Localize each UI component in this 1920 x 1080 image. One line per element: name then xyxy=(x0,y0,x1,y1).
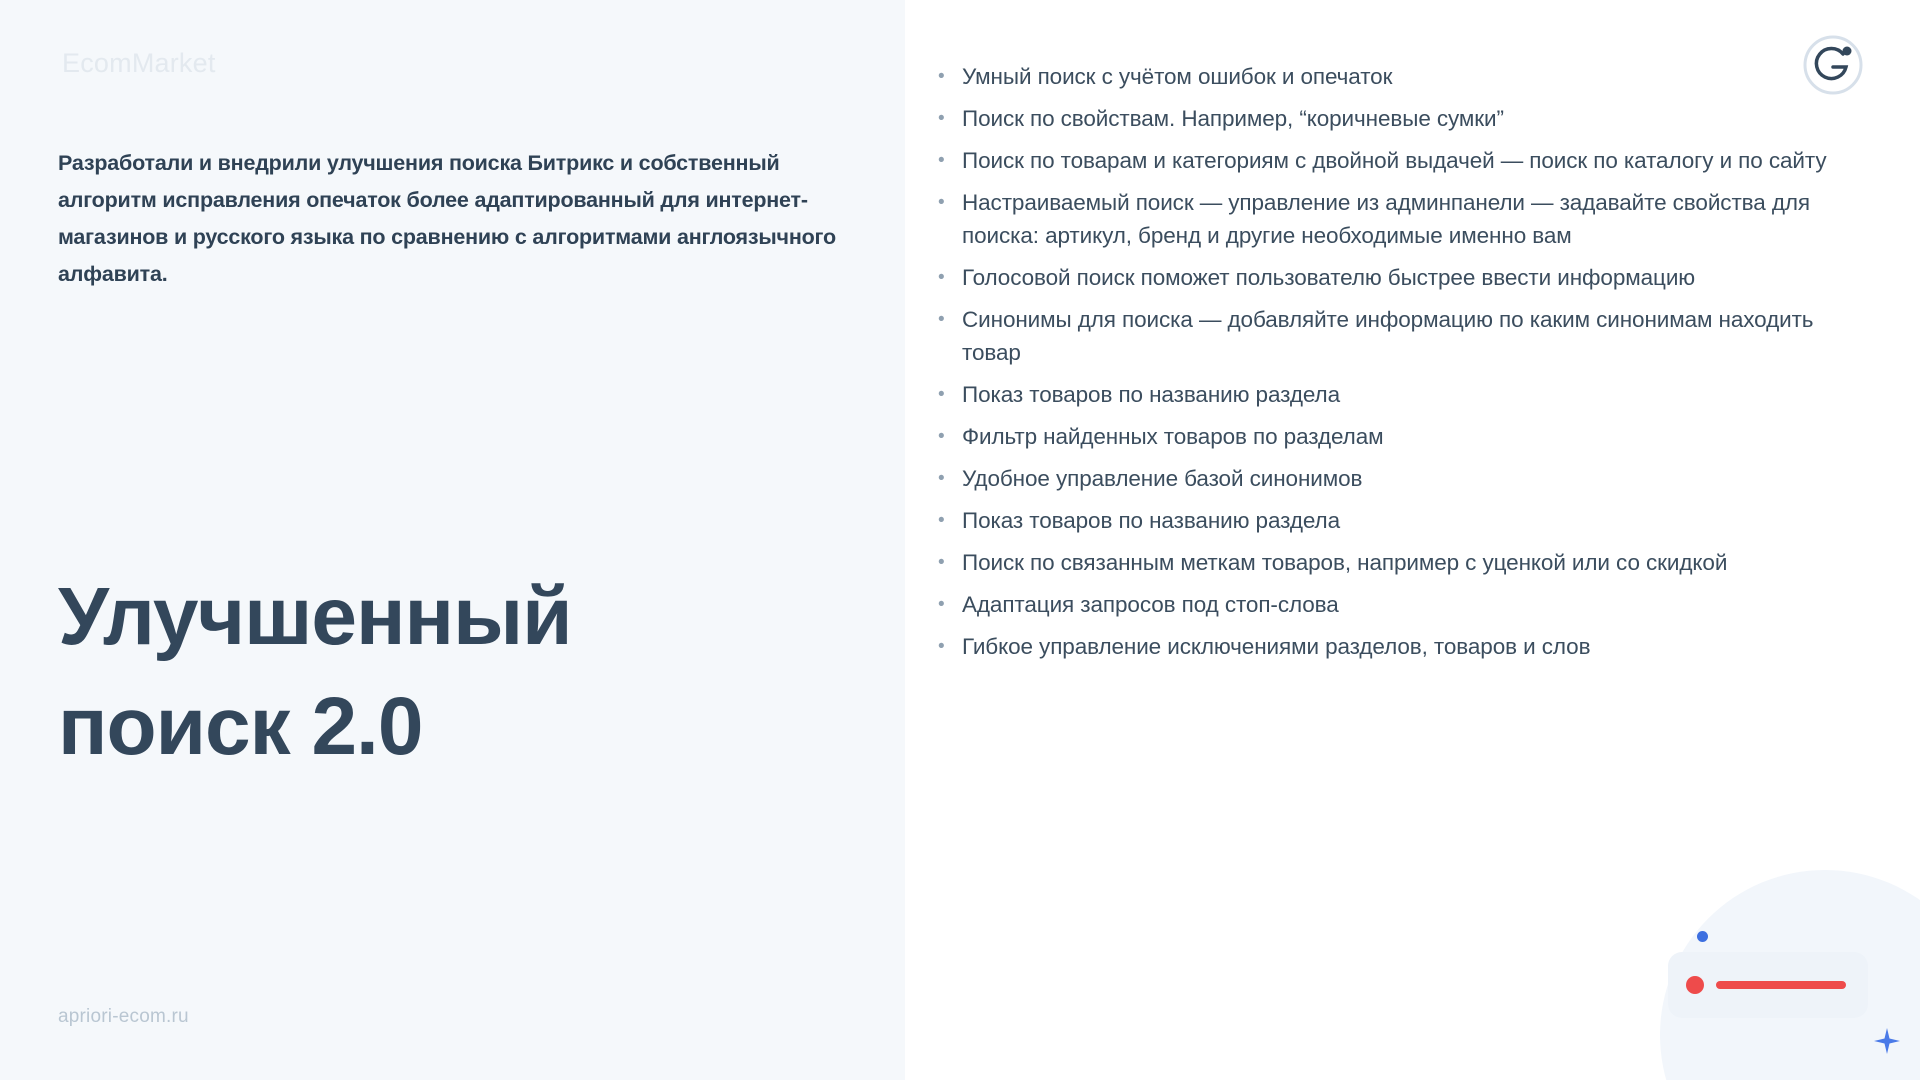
list-item: • Синонимы для поиска — добавляйте информацию по каким синонимам находить товар xyxy=(930,303,1860,369)
list-item: • Голосовой поиск поможет пользователю быстрее ввести информацию xyxy=(930,261,1860,294)
headline-line-2: поиск 2.0 xyxy=(58,681,423,772)
page-title xyxy=(58,562,858,782)
list-item: • Поиск по свойствам. Например, “коричневые сумки” xyxy=(930,102,1860,135)
list-item: • Умный поиск с учётом ошибок и опечаток xyxy=(930,60,1860,93)
decorative-dot-icon xyxy=(1697,931,1708,942)
right-panel xyxy=(905,0,1920,1080)
decorative-search-card xyxy=(1668,952,1868,1018)
list-item: • Поиск по товарам и категориям с двойной выдачей — поиск по каталогу и по сайту xyxy=(930,144,1860,177)
list-item: • Показ товаров по названию раздела xyxy=(930,378,1860,411)
sparkle-icon xyxy=(1872,1026,1902,1056)
list-item: • Фильтр найденных товаров по разделам xyxy=(930,420,1860,453)
list-item: • Гибкое управление исключениями разделов, товаров и слов xyxy=(930,630,1860,663)
record-dot-icon xyxy=(1686,976,1704,994)
list-item: • Удобное управление базой синонимов xyxy=(930,462,1860,495)
left-panel xyxy=(0,0,905,1080)
features-list xyxy=(930,60,1860,672)
brand-logo: EcomMarket xyxy=(62,48,216,78)
headline-line-1: Улучшенный xyxy=(58,571,572,662)
lead-paragraph: Разработали и внедрили улучшения поиска Битрикс и собственный алгоритм исправления опечаток более адаптированный для интернет-магазинов и русского языка по сравнению с алгоритмами англоязычного алфавита. xyxy=(58,151,836,286)
list-item: • Показ товаров по названию раздела xyxy=(930,504,1860,537)
list-item: • Адаптация запросов под стоп-слова xyxy=(930,588,1860,621)
list-item: • Поиск по связанным меткам товаров, например с уценкой или со скидкой xyxy=(930,546,1860,579)
progress-bar-decoration xyxy=(1716,981,1846,989)
list-item: • Настраиваемый поиск — управление из админпанели — задавайте свойства для поиска: артикул, бренд и другие необходимые именно вам xyxy=(930,186,1860,252)
footer-url: apriori-ecom.ru xyxy=(58,1006,189,1027)
